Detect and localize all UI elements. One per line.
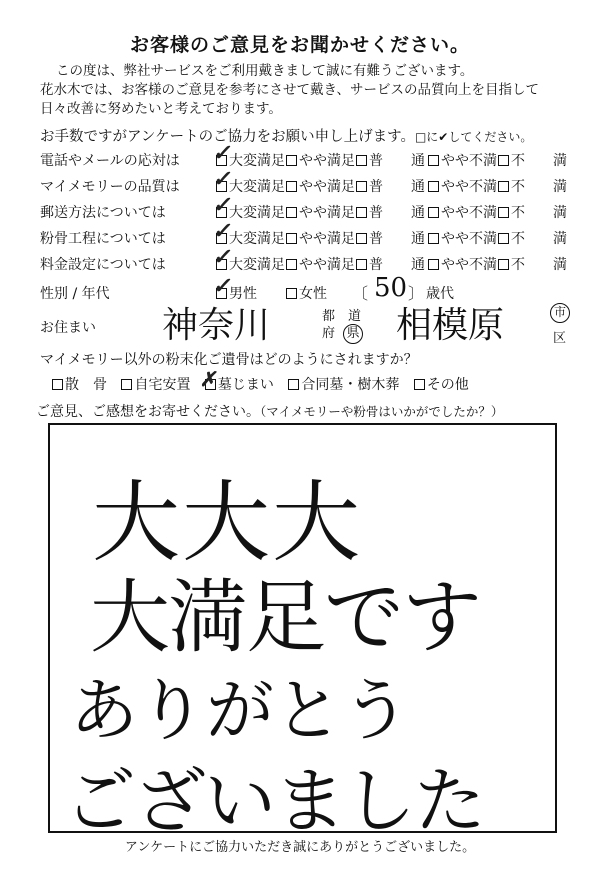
footer-thanks: アンケートにご協力いただき誠にありがとうございました。: [124, 840, 476, 855]
gender-male-option[interactable]: 男性: [216, 283, 257, 303]
checkbox[interactable]: [286, 233, 297, 244]
age-suffix: 歳代: [426, 286, 454, 302]
option-somewhat-dissatisfied[interactable]: やや不満: [428, 228, 497, 248]
request-line: [40, 125, 532, 146]
city-handwritten[interactable]: 相模原: [396, 305, 505, 346]
remains-option-scattering[interactable]: 散 骨: [52, 377, 107, 393]
remains-question: マイメモリー以外の粉末化ご遺骨はどのようにされますか？: [40, 352, 418, 368]
checkbox[interactable]: [356, 259, 367, 270]
remains-option-other[interactable]: その他: [414, 377, 469, 393]
checkbox[interactable]: [356, 155, 367, 166]
option-neutral[interactable]: 普 通: [356, 150, 425, 170]
option-neutral[interactable]: 普 通: [356, 176, 425, 196]
option-dissatisfied[interactable]: 不 満: [498, 228, 567, 248]
ward-option: 区: [553, 331, 567, 346]
option-somewhat-satisfied[interactable]: やや満足: [286, 202, 355, 222]
checkbox[interactable]: [286, 288, 297, 299]
age-bracket-close: 〕: [408, 284, 425, 303]
remains-option-joint-grave[interactable]: 合同墓・樹木葬: [288, 377, 399, 393]
option-neutral[interactable]: 普 通: [356, 228, 425, 248]
checkbox[interactable]: [356, 233, 367, 244]
prefecture-type-bottom: 府 県: [322, 322, 363, 344]
gender-female-option[interactable]: 女性: [286, 283, 327, 303]
option-somewhat-satisfied[interactable]: やや満足: [286, 228, 355, 248]
handwritten-check-icon: ✓: [211, 218, 235, 244]
option-somewhat-dissatisfied[interactable]: やや不満: [428, 202, 497, 222]
address-label: お住まい: [40, 320, 96, 336]
option-very-satisfied[interactable]: 大変満足: [216, 176, 285, 196]
option-somewhat-dissatisfied[interactable]: やや不満: [428, 254, 497, 274]
comment-hint: （マイメモリーや粉骨はいかがでしたか？）: [260, 404, 504, 419]
comment-box[interactable]: [48, 423, 557, 843]
checkbox[interactable]: [498, 155, 509, 166]
intro-line: この度は、弊社サービスをご利用戴きまして誠に有難うございます。: [56, 63, 474, 79]
remains-options: [52, 367, 469, 394]
option-dissatisfied[interactable]: 不 満: [498, 150, 567, 170]
question-label: マイメモリーの品質は: [40, 179, 180, 195]
comment-line: ありがとう: [70, 672, 411, 751]
intro-text: [40, 62, 539, 119]
option-somewhat-dissatisfied[interactable]: やや不満: [428, 150, 497, 170]
checkbox[interactable]: [286, 259, 297, 270]
checkbox[interactable]: [286, 155, 297, 166]
option-neutral[interactable]: 普 通: [356, 202, 425, 222]
checkbox[interactable]: [356, 207, 367, 218]
checkbox[interactable]: [288, 379, 299, 390]
option-neutral[interactable]: 普 通: [356, 254, 425, 274]
request-text: お手数ですがアンケートのご協力をお願い申し上げます。: [40, 129, 415, 145]
question-label: 郵送方法については: [40, 205, 166, 221]
option-dissatisfied[interactable]: 不 満: [498, 202, 567, 222]
comment-heading-row: [36, 401, 503, 421]
checkbox[interactable]: [356, 181, 367, 192]
remains-option-grave-closing[interactable]: 墓じまい ✗: [198, 367, 274, 393]
checkbox[interactable]: [428, 259, 439, 270]
checkbox[interactable]: [121, 379, 132, 390]
checkbox[interactable]: [498, 181, 509, 192]
option-somewhat-dissatisfied[interactable]: やや不満: [428, 176, 497, 196]
handwritten-check-icon: ✓: [211, 273, 235, 299]
option-very-satisfied[interactable]: 大変満足: [216, 150, 285, 170]
checkbox[interactable]: [428, 155, 439, 166]
intro-line: 日々改善に努めたいと考えております。: [40, 101, 282, 117]
option-somewhat-satisfied[interactable]: やや満足: [286, 176, 355, 196]
gender-age-label: 性別 / 年代: [40, 286, 110, 302]
option-dissatisfied[interactable]: 不 満: [498, 176, 567, 196]
handwritten-x-icon: ✗: [198, 367, 220, 391]
checkbox[interactable]: [286, 207, 297, 218]
comment-line: ございました: [64, 759, 485, 843]
question-label: 料金設定については: [40, 257, 166, 273]
checkbox[interactable]: [498, 259, 509, 270]
handwritten-check-icon: ✓: [211, 244, 235, 270]
age-handwritten-value[interactable]: 50: [374, 273, 408, 303]
prefecture-type-top: 都 道: [322, 309, 362, 324]
intro-line: 花水木では、お客様のご意見を参考にさせて戴き、サービスの品質向上を目指して: [40, 82, 539, 98]
checkbox[interactable]: [498, 207, 509, 218]
checkbox[interactable]: [428, 233, 439, 244]
option-very-satisfied[interactable]: 大変満足: [216, 254, 285, 274]
comment-line: 大満足です: [90, 571, 480, 664]
handwritten-check-icon: ✓: [211, 192, 235, 218]
option-dissatisfied[interactable]: 不 満: [498, 254, 567, 274]
comment-line: 大大大: [92, 471, 363, 574]
option-very-satisfied[interactable]: 大変満足: [216, 228, 285, 248]
age-bracket-open: 〔: [352, 284, 369, 303]
city-circled-option[interactable]: 市: [550, 303, 570, 323]
prefecture-handwritten[interactable]: 神奈川: [162, 305, 271, 346]
checkbox[interactable]: [414, 379, 425, 390]
request-hint: □に✔してください。: [414, 130, 533, 144]
option-somewhat-satisfied[interactable]: やや満足: [286, 150, 355, 170]
survey-title: お客様のご意見をお聞かせください。: [129, 34, 470, 56]
checkbox[interactable]: [286, 181, 297, 192]
checkbox[interactable]: [498, 233, 509, 244]
remains-option-home[interactable]: 自宅安置: [121, 377, 190, 393]
prefecture-circled-option[interactable]: 県: [343, 324, 363, 344]
question-label: 粉骨工程については: [40, 231, 166, 247]
checkbox[interactable]: [52, 379, 63, 390]
comment-heading: ご意見、ご感想をお寄せください。: [36, 404, 260, 420]
handwritten-check-icon: ✓: [211, 166, 235, 192]
checkbox[interactable]: [428, 181, 439, 192]
option-somewhat-satisfied[interactable]: やや満足: [286, 254, 355, 274]
handwritten-check-icon: ✓: [211, 140, 235, 166]
option-very-satisfied[interactable]: 大変満足: [216, 202, 285, 222]
checkbox[interactable]: [428, 207, 439, 218]
question-label: 電話やメールの応対は: [40, 153, 180, 169]
